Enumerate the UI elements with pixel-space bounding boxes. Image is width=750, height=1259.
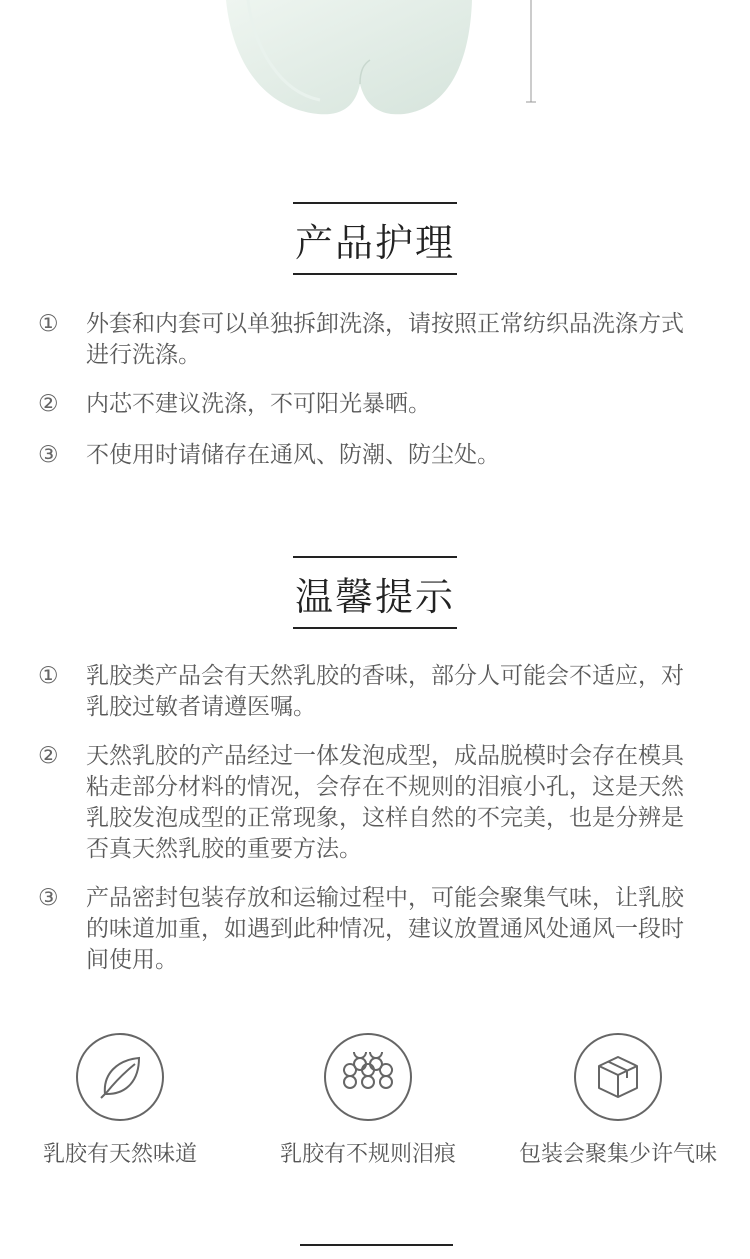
item-text: 乳胶类产品会有天然乳胶的香味，部分人可能会不适应，对乳胶过敏者请遵医嘱。 bbox=[86, 663, 684, 720]
tips-title: 温馨提示 bbox=[293, 556, 457, 629]
tips-section-heading bbox=[0, 556, 750, 629]
pores-icon bbox=[324, 1033, 412, 1121]
item-number: ③ bbox=[38, 885, 59, 911]
feature-packaging-odor bbox=[493, 1030, 743, 1168]
list-item bbox=[38, 389, 698, 420]
item-number: ② bbox=[38, 743, 59, 769]
item-text: 内芯不建议洗涤，不可阳光暴晒。 bbox=[86, 391, 431, 417]
list-item bbox=[38, 309, 698, 371]
item-text: 不使用时请储存在通风、防潮、防尘处。 bbox=[86, 442, 500, 468]
item-number: ① bbox=[38, 311, 59, 337]
pillow-product-image bbox=[0, 0, 750, 130]
next-section-rule bbox=[300, 1244, 453, 1246]
feature-natural-scent bbox=[0, 1030, 245, 1168]
feature-icons-row bbox=[0, 1030, 750, 1170]
list-item bbox=[38, 440, 698, 471]
leaf-icon bbox=[76, 1033, 164, 1121]
item-text: 产品密封包装存放和运输过程中，可能会聚集气味，让乳胶的味道加重，如遇到此种情况，建议放置通风处通风一段时间使用。 bbox=[86, 885, 684, 973]
tips-list bbox=[38, 661, 698, 976]
feature-label: 包装会聚集少许气味 bbox=[518, 1142, 717, 1167]
care-list bbox=[38, 309, 698, 471]
list-item bbox=[38, 741, 698, 865]
feature-label: 乳胶有天然味道 bbox=[42, 1142, 197, 1167]
item-text: 天然乳胶的产品经过一体发泡成型，成品脱模时会存在模具粘走部分材料的情况，会存在不规则的泪痕小孔，这是天然乳胶发泡成型的正常现象，这样自然的不完美，也是分辨是否真天然乳胶的重要方法。 bbox=[86, 743, 684, 862]
list-item bbox=[38, 883, 698, 976]
care-section-heading bbox=[0, 202, 750, 275]
item-number: ① bbox=[38, 663, 59, 689]
item-number: ② bbox=[38, 391, 59, 417]
item-text: 外套和内套可以单独拆卸洗涤，请按照正常纺织品洗涤方式进行洗涤。 bbox=[86, 311, 684, 368]
list-item bbox=[38, 661, 698, 723]
feature-irregular-pores bbox=[243, 1030, 493, 1168]
care-title: 产品护理 bbox=[293, 202, 457, 275]
box-icon bbox=[574, 1033, 662, 1121]
item-number: ③ bbox=[38, 442, 59, 468]
feature-label: 乳胶有不规则泪痕 bbox=[279, 1142, 456, 1167]
